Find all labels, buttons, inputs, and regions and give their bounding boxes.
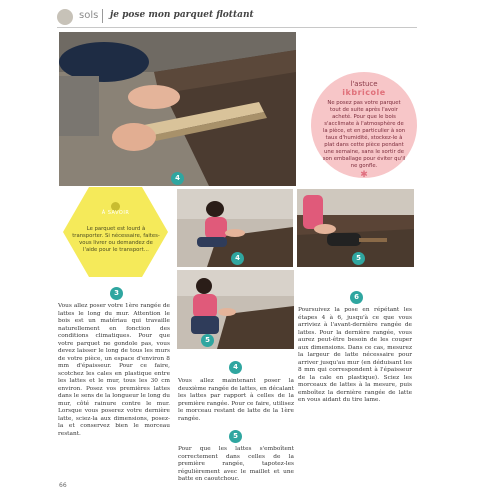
star-icon: ✱	[360, 170, 368, 180]
tip-brand: ikbricole	[342, 88, 386, 97]
step-number-5: 5	[229, 430, 242, 443]
section-logo-icon	[57, 9, 73, 25]
tip-text: Ne posez pas votre parquet tout de suite après l'avoir acheté. Pour que le bois s'acclimate à l'atmosphère de la pièce, et en particulier à son taux d'humidité, stockez-le à plat dans cette pièce pendant une semaine, sans le sortir de son emballage pour éviter qu'il ne gonfle.	[322, 100, 406, 169]
page-number: 66	[59, 482, 67, 489]
photo-kneeling-step5	[177, 270, 294, 349]
header-rule	[57, 27, 417, 28]
section-label: sols	[79, 10, 99, 21]
step-text-6: Poursuivez la pose en répétant les étapes 4 à 6, jusqu'à ce que vous arriviez à l'avant-dernière rangée de lattes. Pour la dernière rangée, vous aurez peut-être besoin de les couper aux dimensions. Dans ce cas, mesurez la largeur de latte nécessaire pour arriver jusqu'au mur (en déduisant les 8 mm qui correspondent à l'épaisseur de la cale en plastique). Sciez les morceaux de lattes à la mesure, puis emboîtez la dernière rangée de latte en vous aidant du tire lame.	[298, 307, 412, 403]
hex-heading: À SAVOIR	[101, 210, 130, 216]
step-badge-photo-b: 4	[231, 252, 244, 265]
page-title: je pose mon parquet flottant	[110, 10, 254, 20]
step-badge-photo-d: 5	[201, 334, 214, 347]
step-badge-photo-main: 4	[171, 172, 184, 185]
step-text-3: Vous allez poser votre 1ère rangée de lattes le long du mur. Attention le bois est un matériau qui travaille naturellement en fonction des conditions climatiques. Pour que votre parquet ne gondole pas, vous devez laisser le long de tous les murs de votre pièce, un espace d'environ 8 mm d'épaisseur. Pour ce faire, scotchez les cales en plastique entre les lattes et le mur, tous les 30 cm environ. Posez vos premières lattes dans le sens de la longueur le long du mur, côté rainure contre le mur. Lorsque vous poserez votre dernière latte, sciez-la aux dimensions, posez-la et conservez bien le morceau restant.	[58, 303, 170, 437]
step-text-5: Pour que les lattes s'emboîtent correctement dans celles de la première rangée, tapotez-les régulièrement avec le maillet et une batte en caoutchouc.	[178, 446, 294, 482]
step-number-3: 3	[110, 287, 123, 300]
hex-text: Le parquet est lourd à transporter. Si nécessaire, faites-vous livrer ou demandez de l'aide pour le transport…	[72, 226, 160, 253]
step-badge-photo-c: 5	[352, 252, 365, 265]
step-text-4: Vous allez maintenant poser la deuxième rangée de lattes, en décalant les lattes par rapport à celles de la première rangée. Pour ce faire, utilisez le morceau restant de latte de la 1ère rangée.	[178, 378, 294, 422]
tip-heading: l'astuce	[350, 80, 378, 88]
step-number-4: 4	[229, 361, 242, 374]
header-divider	[102, 9, 103, 23]
photo-main-laying-plank	[59, 32, 296, 186]
step-number-6: 6	[350, 291, 363, 304]
